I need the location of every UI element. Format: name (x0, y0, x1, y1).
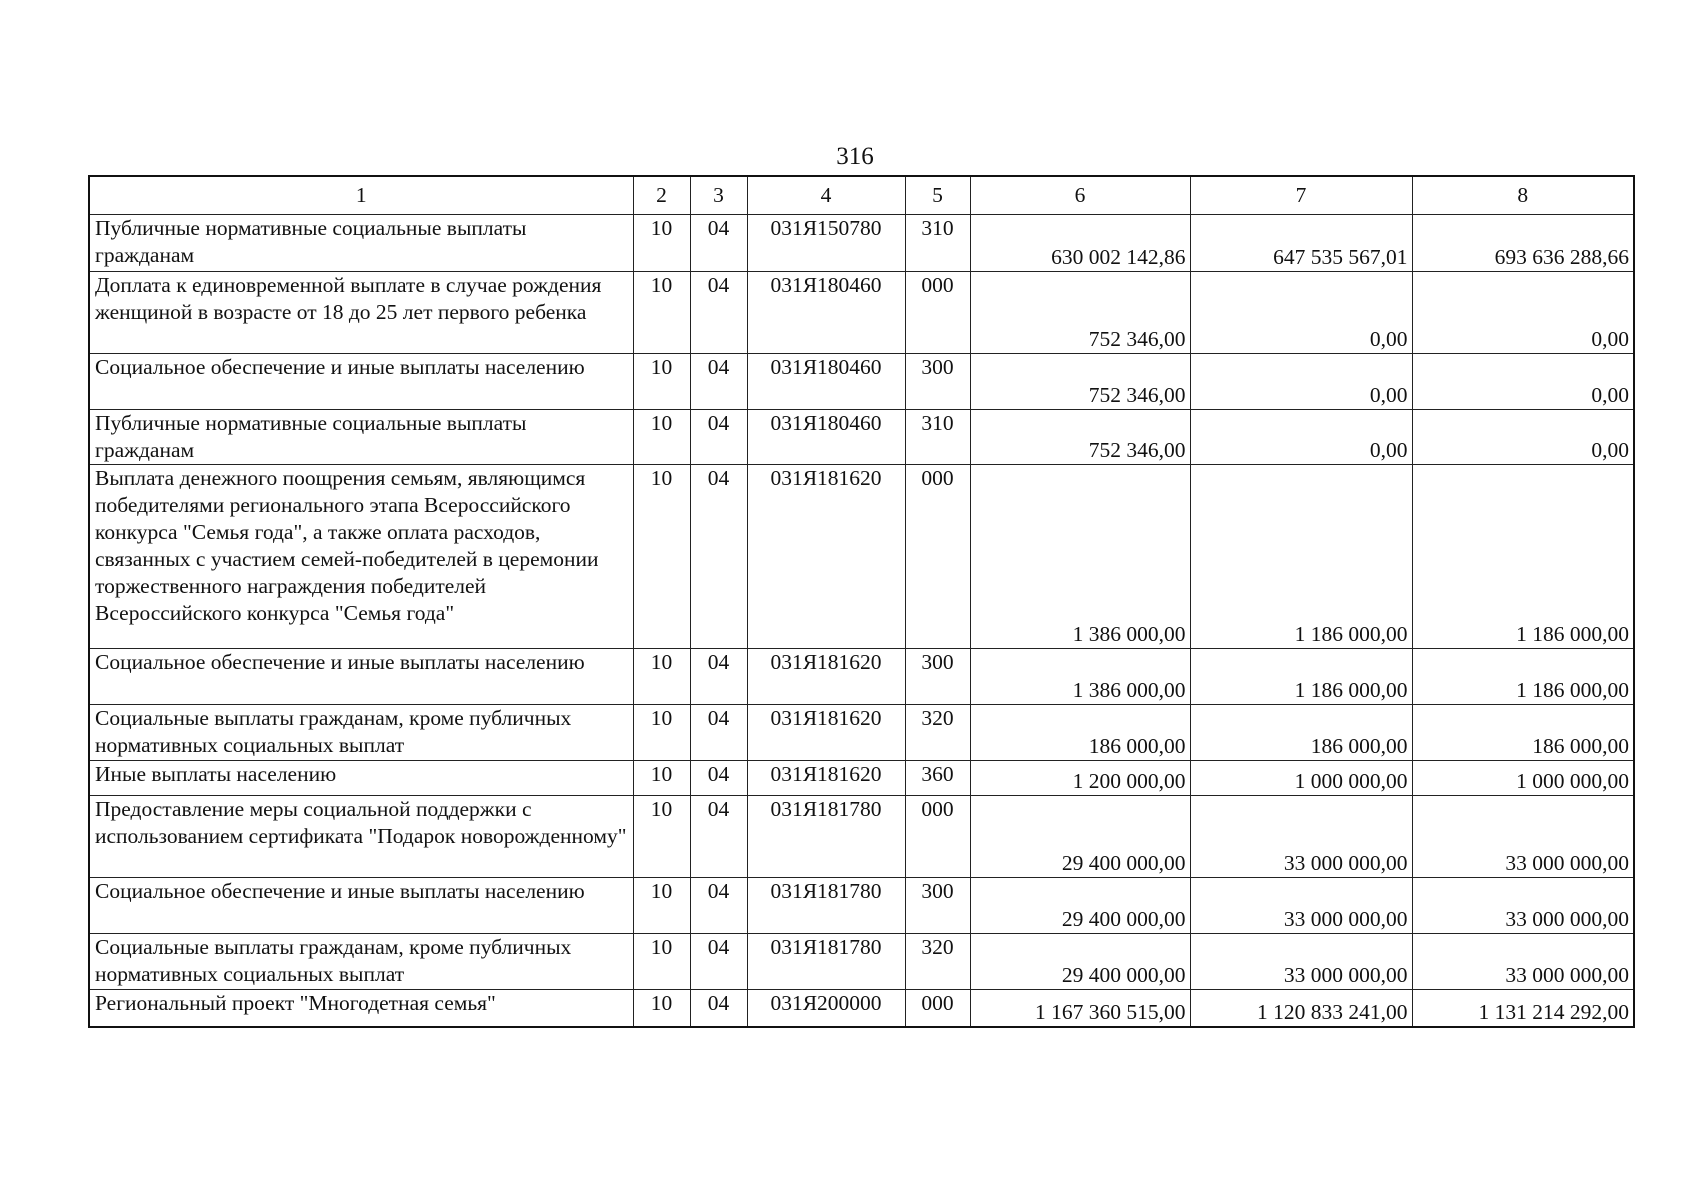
expense-type-code: 300 (905, 878, 970, 934)
amount-col-7: 0,00 (1190, 354, 1412, 410)
table-row (89, 649, 1634, 705)
row-name: Иные выплаты населению (89, 761, 633, 796)
target-article-code: 031Я180460 (747, 354, 905, 410)
table-row (89, 465, 1634, 649)
amount-col-6: 752 346,00 (970, 410, 1190, 465)
subsection-code: 04 (690, 354, 747, 410)
amount-col-6: 29 400 000,00 (970, 934, 1190, 990)
column-header: 7 (1190, 176, 1412, 215)
target-article-code: 031Я181780 (747, 934, 905, 990)
table-row (89, 796, 1634, 878)
amount-col-7: 1 186 000,00 (1190, 649, 1412, 705)
section-code: 10 (633, 410, 690, 465)
column-header: 1 (89, 176, 633, 215)
table-row (89, 410, 1634, 465)
column-header: 2 (633, 176, 690, 215)
subsection-code: 04 (690, 215, 747, 272)
amount-col-7: 0,00 (1190, 272, 1412, 354)
row-name: Социальные выплаты гражданам, кроме публичных нормативных социальных выплат (89, 705, 633, 761)
amount-col-8: 33 000 000,00 (1412, 878, 1634, 934)
target-article-code: 031Я181620 (747, 465, 905, 649)
section-code: 10 (633, 796, 690, 878)
table-row (89, 878, 1634, 934)
amount-col-6: 1 386 000,00 (970, 465, 1190, 649)
amount-col-8: 1 186 000,00 (1412, 465, 1634, 649)
amount-col-6: 1 167 360 515,00 (970, 990, 1190, 1027)
section-code: 10 (633, 878, 690, 934)
table-row (89, 761, 1634, 796)
amount-col-7: 186 000,00 (1190, 705, 1412, 761)
row-name: Социальное обеспечение и иные выплаты населению (89, 649, 633, 705)
amount-col-6: 1 386 000,00 (970, 649, 1190, 705)
target-article-code: 031Я180460 (747, 410, 905, 465)
section-code: 10 (633, 215, 690, 272)
expense-type-code: 320 (905, 705, 970, 761)
amount-col-7: 1 120 833 241,00 (1190, 990, 1412, 1027)
expense-type-code: 000 (905, 990, 970, 1027)
expense-type-code: 000 (905, 465, 970, 649)
subsection-code: 04 (690, 410, 747, 465)
column-header: 3 (690, 176, 747, 215)
target-article-code: 031Я181620 (747, 761, 905, 796)
table-row (89, 354, 1634, 410)
amount-col-8: 33 000 000,00 (1412, 934, 1634, 990)
table-header-row (89, 176, 1634, 215)
amount-col-8: 1 000 000,00 (1412, 761, 1634, 796)
section-code: 10 (633, 990, 690, 1027)
row-name: Публичные нормативные социальные выплаты гражданам (89, 215, 633, 272)
amount-col-6: 1 200 000,00 (970, 761, 1190, 796)
amount-col-7: 33 000 000,00 (1190, 878, 1412, 934)
row-name: Региональный проект "Многодетная семья" (89, 990, 633, 1027)
subsection-code: 04 (690, 649, 747, 705)
table-row (89, 990, 1634, 1027)
amount-col-7: 33 000 000,00 (1190, 934, 1412, 990)
row-name: Социальное обеспечение и иные выплаты населению (89, 354, 633, 410)
row-name: Социальное обеспечение и иные выплаты населению (89, 878, 633, 934)
target-article-code: 031Я180460 (747, 272, 905, 354)
section-code: 10 (633, 354, 690, 410)
subsection-code: 04 (690, 761, 747, 796)
amount-col-6: 29 400 000,00 (970, 878, 1190, 934)
amount-col-8: 186 000,00 (1412, 705, 1634, 761)
subsection-code: 04 (690, 990, 747, 1027)
section-code: 10 (633, 649, 690, 705)
expense-type-code: 310 (905, 215, 970, 272)
subsection-code: 04 (690, 465, 747, 649)
amount-col-7: 1 000 000,00 (1190, 761, 1412, 796)
section-code: 10 (633, 934, 690, 990)
table-row (89, 934, 1634, 990)
amount-col-8: 0,00 (1412, 410, 1634, 465)
row-name: Публичные нормативные социальные выплаты гражданам (89, 410, 633, 465)
target-article-code: 031Я181620 (747, 649, 905, 705)
amount-col-6: 29 400 000,00 (970, 796, 1190, 878)
expense-type-code: 000 (905, 272, 970, 354)
amount-col-8: 1 131 214 292,00 (1412, 990, 1634, 1027)
column-header: 5 (905, 176, 970, 215)
subsection-code: 04 (690, 272, 747, 354)
row-name: Социальные выплаты гражданам, кроме публичных нормативных социальных выплат (89, 934, 633, 990)
section-code: 10 (633, 272, 690, 354)
subsection-code: 04 (690, 878, 747, 934)
amount-col-7: 1 186 000,00 (1190, 465, 1412, 649)
amount-col-6: 752 346,00 (970, 272, 1190, 354)
row-name: Выплата денежного поощрения семьям, являющимся победителями регионального этапа Всероссийского конкурса "Семья года", а также оплата расходов, связанных с участием семей-победителей в церемонии торжественного награждения победителей Всероссийского конкурса "Семья года" (89, 465, 633, 649)
expense-type-code: 300 (905, 354, 970, 410)
row-name: Предоставление меры социальной поддержки с использованием сертификата "Подарок новорожденному" (89, 796, 633, 878)
target-article-code: 031Я200000 (747, 990, 905, 1027)
amount-col-8: 33 000 000,00 (1412, 796, 1634, 878)
amount-col-6: 630 002 142,86 (970, 215, 1190, 272)
budget-table (88, 175, 1635, 1028)
table-body (89, 176, 1634, 1027)
amount-col-6: 752 346,00 (970, 354, 1190, 410)
amount-col-8: 0,00 (1412, 272, 1634, 354)
section-code: 10 (633, 705, 690, 761)
expense-type-code: 000 (905, 796, 970, 878)
target-article-code: 031Я181780 (747, 878, 905, 934)
amount-col-7: 647 535 567,01 (1190, 215, 1412, 272)
expense-type-code: 300 (905, 649, 970, 705)
expense-type-code: 320 (905, 934, 970, 990)
subsection-code: 04 (690, 796, 747, 878)
section-code: 10 (633, 465, 690, 649)
amount-col-6: 186 000,00 (970, 705, 1190, 761)
subsection-code: 04 (690, 934, 747, 990)
amount-col-8: 1 186 000,00 (1412, 649, 1634, 705)
target-article-code: 031Я181780 (747, 796, 905, 878)
amount-col-7: 33 000 000,00 (1190, 796, 1412, 878)
amount-col-7: 0,00 (1190, 410, 1412, 465)
subsection-code: 04 (690, 705, 747, 761)
target-article-code: 031Я181620 (747, 705, 905, 761)
amount-col-8: 693 636 288,66 (1412, 215, 1634, 272)
section-code: 10 (633, 761, 690, 796)
column-header: 6 (970, 176, 1190, 215)
table-row (89, 272, 1634, 354)
table-row (89, 705, 1634, 761)
column-header: 8 (1412, 176, 1634, 215)
column-header: 4 (747, 176, 905, 215)
expense-type-code: 360 (905, 761, 970, 796)
amount-col-8: 0,00 (1412, 354, 1634, 410)
expense-type-code: 310 (905, 410, 970, 465)
page-number: 316 (836, 143, 874, 170)
table-row (89, 215, 1634, 272)
target-article-code: 031Я150780 (747, 215, 905, 272)
row-name: Доплата к единовременной выплате в случае рождения женщиной в возрасте от 18 до 25 лет первого ребенка (89, 272, 633, 354)
